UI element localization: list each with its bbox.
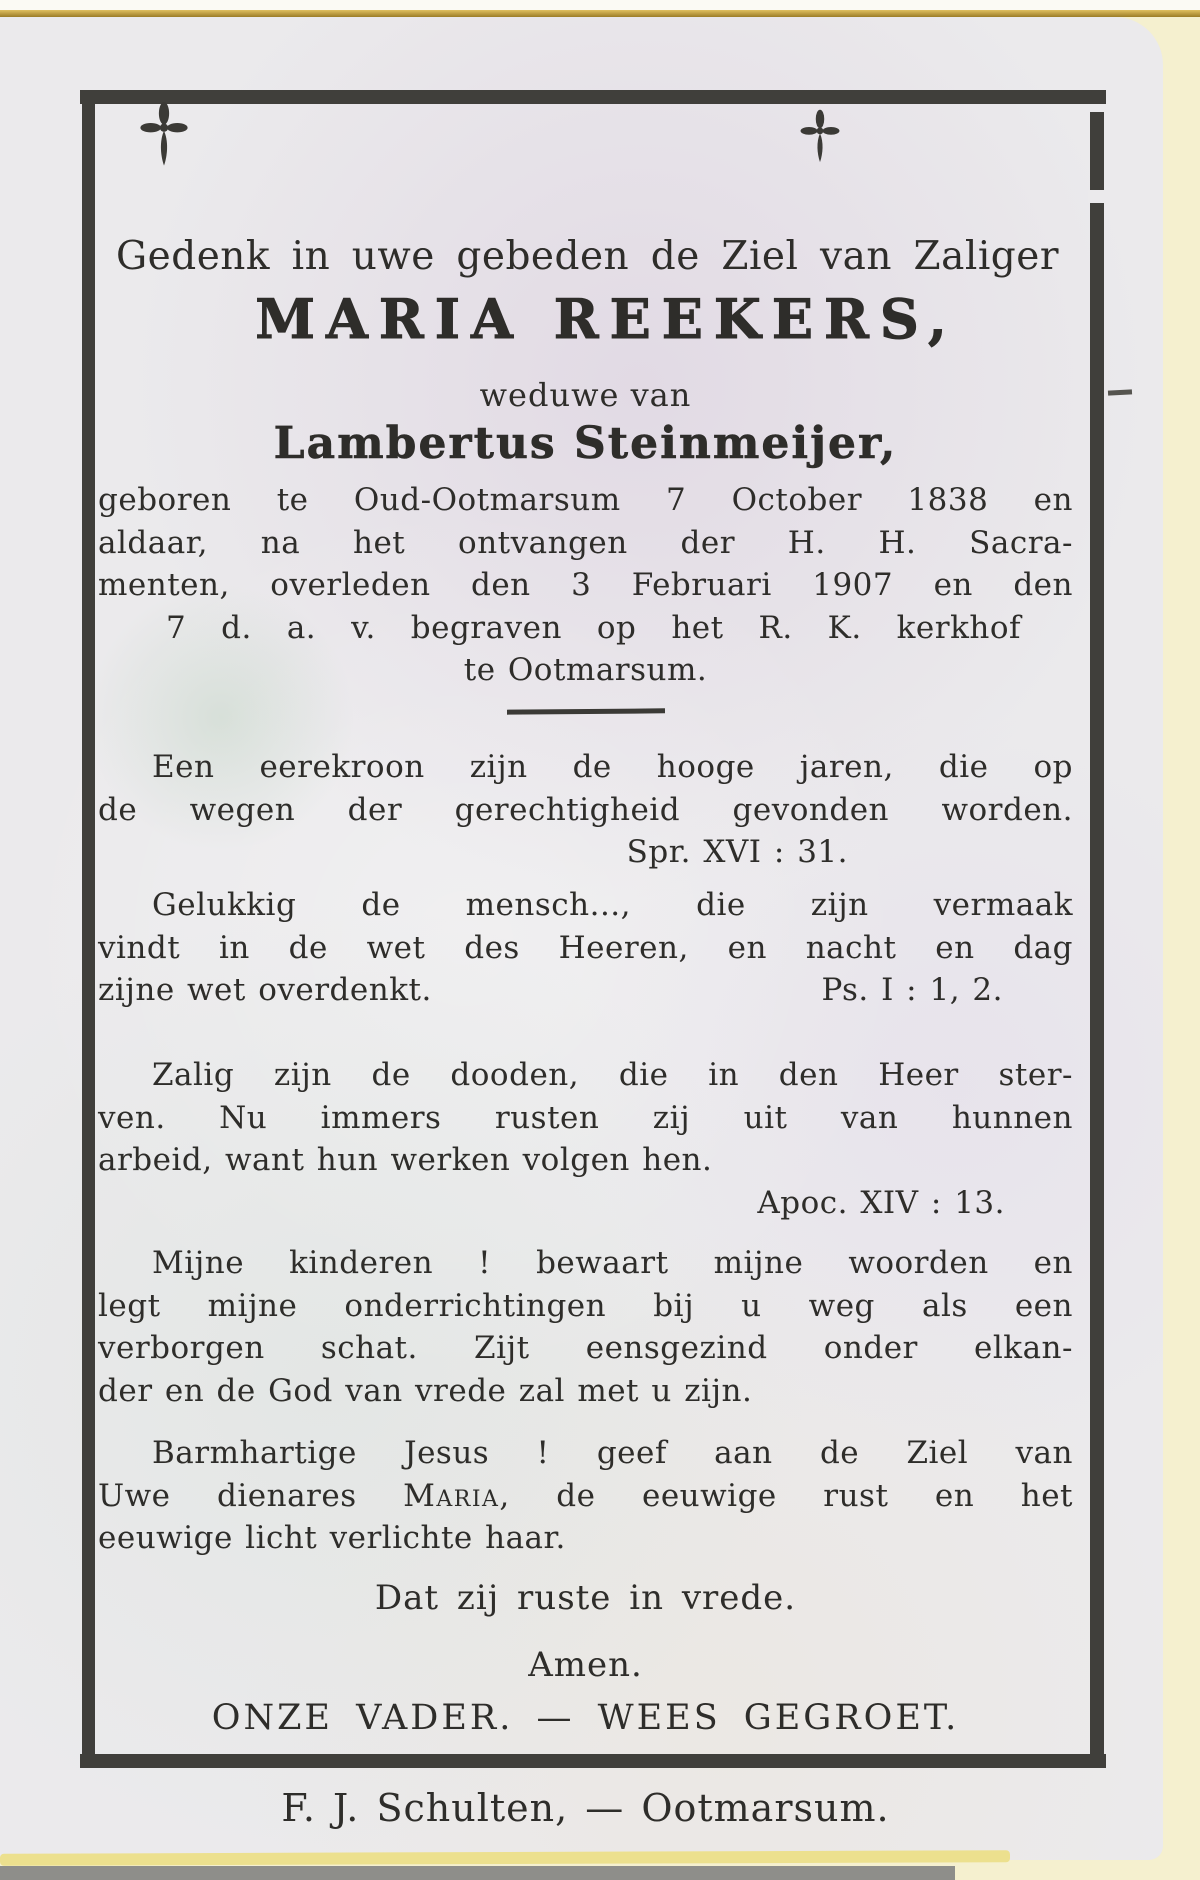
scripture-quote bbox=[98, 1054, 1073, 1224]
scripture-line: arbeid, want hun werken volgen hen. bbox=[98, 1142, 713, 1178]
scripture-line: Een eerekroon zijn de hooge jaren, die op bbox=[152, 749, 1073, 785]
vitals-line: aldaar, na het ontvangen der H. H. Sacra- bbox=[98, 524, 1073, 561]
scripture-quote bbox=[98, 1242, 1073, 1412]
scripture-quote bbox=[98, 884, 1073, 1012]
card-content bbox=[98, 0, 1073, 1880]
prayers-line: ONZE VADER. — WEES GEGROET. bbox=[211, 1698, 960, 1738]
scripture-line: Gelukkig de mensch..., die zijn vermaak bbox=[152, 887, 1073, 923]
frame-border-left bbox=[82, 90, 95, 1768]
intro-line: Gedenk in uwe gebeden de Ziel van Zaliger bbox=[116, 234, 1059, 279]
cross-icon bbox=[800, 108, 840, 174]
scripture-line: ven. Nu immers rusten zij uit van hunnen bbox=[98, 1099, 1073, 1136]
frame-border-right bbox=[1090, 112, 1104, 1768]
scripture-line: verborgen schat. Zijt eensgezind onder elkan- bbox=[98, 1330, 1073, 1366]
cross-icon bbox=[140, 100, 188, 180]
scripture-line: Zalig zijn de dooden, die in den Heer ster- bbox=[152, 1057, 1073, 1093]
scripture-line: der en de God van vrede zal met u zijn. bbox=[98, 1372, 753, 1409]
vitals-line: te Ootmarsum. bbox=[463, 652, 708, 688]
scripture-line-text: zijne wet overdenkt. bbox=[98, 972, 432, 1008]
divider-rule bbox=[506, 708, 664, 714]
quote-source: Spr. XVI : 31. bbox=[626, 834, 848, 870]
invocation-line: Barmhartige Jesus ! geef aan de Ziel van bbox=[152, 1435, 1073, 1471]
scripture-line bbox=[98, 969, 1073, 1012]
invocation-line: eeuwige licht verlichte haar. bbox=[98, 1520, 566, 1556]
rest-in-peace-line: Dat zij ruste in vrede. bbox=[374, 1578, 797, 1618]
deceased-first-name: Maria bbox=[403, 1477, 500, 1514]
frame-border-gap bbox=[1088, 190, 1106, 203]
vitals-paragraph bbox=[98, 479, 1073, 692]
invocation-line bbox=[98, 1475, 1073, 1518]
quote-source: Ps. I : 1, 2. bbox=[821, 972, 1003, 1008]
amen-line: Amen. bbox=[528, 1645, 643, 1685]
vitals-line: menten, overleden den 3 Februari 1907 en den bbox=[98, 567, 1073, 603]
scripture-quote bbox=[98, 746, 1073, 874]
relation-line: weduwe van bbox=[479, 376, 692, 414]
quote-source: Apoc. XIV : 13. bbox=[757, 1184, 1005, 1221]
scripture-line: vindt in de wet des Heeren, en nacht en dag bbox=[98, 929, 1073, 966]
deceased-name: MARIA REEKERS, bbox=[255, 287, 958, 351]
vitals-line: geboren te Oud-Ootmarsum 7 October 1838 en bbox=[98, 482, 1073, 518]
invocation-text: , de eeuwige rust en het bbox=[499, 1477, 1073, 1514]
scripture-line: de wegen der gerechtigheid gevonden worden. bbox=[98, 791, 1073, 828]
printer-imprint: F. J. Schulten, — Ootmarsum. bbox=[281, 1786, 890, 1830]
spouse-name: Lambertus Steinmeijer, bbox=[273, 418, 898, 469]
invocation-paragraph bbox=[98, 1432, 1073, 1560]
scripture-line: Mijne kinderen ! bewaart mijne woorden en bbox=[152, 1245, 1073, 1281]
scripture-line: legt mijne onderrichtingen bij u weg als een bbox=[98, 1287, 1073, 1324]
vitals-line: 7 d. a. v. begraven op het R. K. kerkhof bbox=[166, 609, 1021, 646]
invocation-text: Uwe dienares bbox=[98, 1477, 404, 1514]
